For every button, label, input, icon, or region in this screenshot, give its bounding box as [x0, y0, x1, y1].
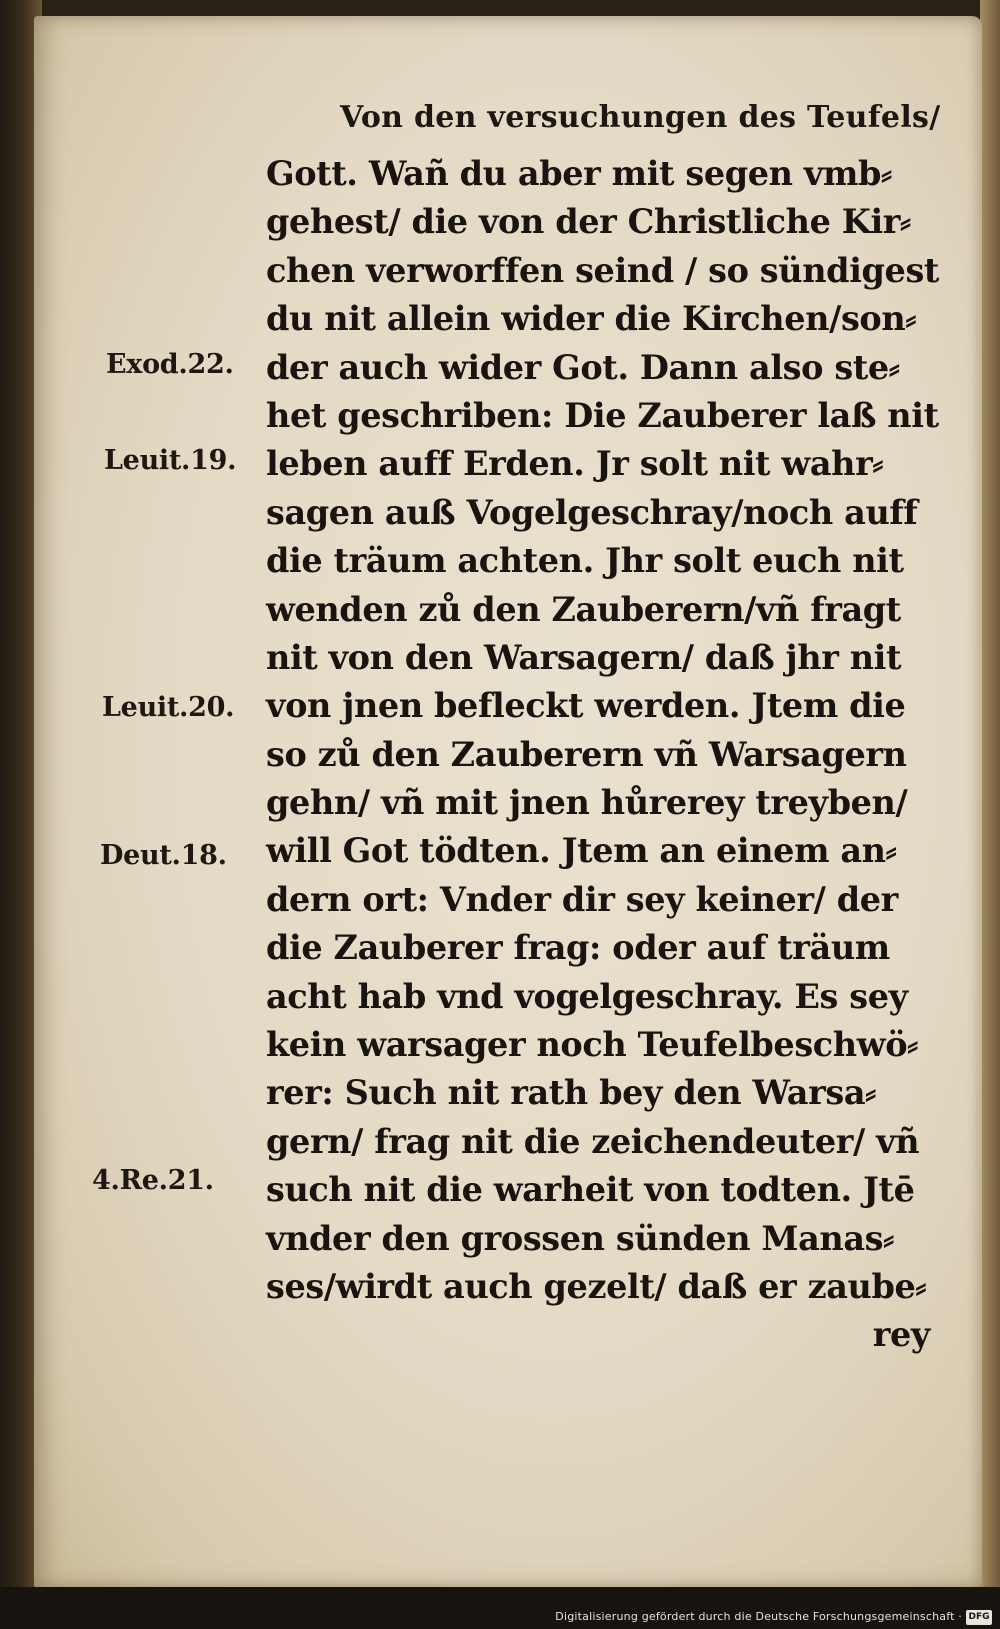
text-line: der auch wider Got. Dann also ste⸗: [266, 347, 900, 387]
footer-credit: Digitalisierung gefördert durch die Deutsche Forschungsgemeinschaft ·: [555, 1610, 962, 1623]
text-line: such nit die warheit von todten. Jtē: [266, 1170, 915, 1210]
text-line: die träum achten. Jhr solt euch nit: [266, 541, 904, 581]
text-line: die Zauberer frag: oder auf träum: [266, 928, 890, 968]
text-line: gehn/ vñ mit jnen hůrerey treyben/: [266, 783, 908, 823]
text-line: chen verworffen seind / so sündigest: [266, 250, 940, 290]
text-line: von jnen befleckt werden. Jtem die: [266, 686, 906, 726]
text-line: kein warsager noch Teufelbeschwö⸗: [266, 1025, 918, 1065]
text-line: dern ort: Vnder dir sey keiner/ der: [266, 879, 898, 919]
margin-note-deut: Deut.18.: [100, 840, 227, 871]
text-line: Gott. Wañ du aber mit segen vmb⸗: [266, 154, 892, 193]
text-line: du nit allein wider die Kirchen/son⸗: [266, 299, 917, 339]
text-line: sagen auß Vogelgeschray/noch auff: [266, 492, 918, 532]
margin-note-exod: Exod.22.: [106, 349, 234, 380]
body-text: [266, 150, 966, 1360]
margin-note-kings: 4.Re.21.: [92, 1165, 214, 1196]
text-line: will Got tödten. Jtem an einem an⸗: [266, 831, 897, 871]
catchword: rey: [872, 1315, 930, 1355]
page-right-edge: [980, 0, 1000, 1600]
text-line: vnder den grossen sünden Manas⸗: [266, 1218, 894, 1258]
dfg-logo: DFG: [966, 1610, 992, 1625]
text-line: wenden zů den Zauberern/vñ fragt: [266, 589, 901, 629]
text-line: so zů den Zauberern vñ Warsagern: [266, 734, 907, 774]
text-line: rer: Such nit rath bey den Warsa⸗: [266, 1073, 876, 1113]
text-line: leben auff Erden. Jr solt nit wahr⸗: [266, 444, 884, 484]
text-line: ses/wirdt auch gezelt/ daß er zaube⸗: [266, 1266, 927, 1306]
text-line: acht hab vnd vogelgeschray. Es sey: [266, 976, 908, 1016]
text-line: gehest/ die von der Christliche Kir⸗: [266, 202, 911, 242]
text-line: gern/ frag nit die zeichendeuter/ vñ: [266, 1121, 920, 1161]
margin-note-leuit-20: Leuit.20.: [102, 692, 235, 723]
margin-note-leuit-19: Leuit.19.: [104, 445, 237, 476]
text-line: het geschriben: Die Zauberer laß nit: [266, 395, 939, 435]
text-line: nit von den Warsagern/ daß jhr nit: [266, 637, 902, 677]
running-head: Von den versuchungen des Teufels/: [340, 100, 941, 135]
footer-band: [0, 1587, 1000, 1629]
